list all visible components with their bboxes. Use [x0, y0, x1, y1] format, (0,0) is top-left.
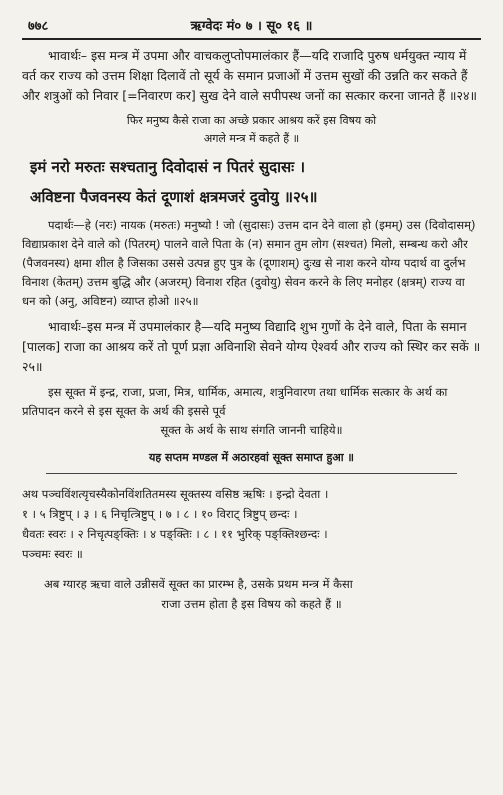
transition-line-1: फिर मनुष्य कैसे राजा का अच्छे प्रकार आश्रय करें इस विषय को: [126, 114, 377, 127]
transition-line-2: अगले मन्त्र में कहते हैं ॥: [203, 132, 300, 145]
metadata-line-4: पञ्चमः स्वरः ॥: [22, 547, 83, 561]
sukta-summary-line-2: सूक्त के अर्थ के साथ संगति जाननी चाहिये॥: [160, 423, 343, 437]
metadata-line-1: अथ पञ्चविंशत्यृचस्यैकोनविंशतितमस्य सूक्तस्य वसिष्ठ ऋषिः । इन्द्रो देवता ।: [22, 487, 329, 501]
next-sukta-intro-line-2: राजा उत्तम होता है इस विषय को कहते हैं ॥: [161, 597, 342, 611]
page-number: ७७८: [28, 19, 49, 34]
sukta-metadata: [22, 484, 481, 564]
metadata-line-3: धैवतः स्वरः । २ निचृत्पङ्क्तिः । ४ पङ्क्तिः । ८ । ११ भुरिक् पङ्क्तिश्छन्दः ।: [22, 527, 328, 541]
page-title: ऋग्वेदः मं० ७ । सू० १६ ॥: [190, 19, 313, 34]
transition-text: [22, 112, 481, 148]
bhavarth-paragraph-24: भावार्थः– इस मन्त्र में उपमा और वाचकलुप्तोपमालंकार हैं—यदि राजादि पुरुष धर्मयुक्त न्याय में वर्त कर राज्य को उत्तम शिक्षा दिलावें तो सूर्य के समान प्रजाओं में उत्तम सुखों की उन्नति कर सकते हैं और शत्रुओं को निवार [=निवारण कर] सुख देने वाले सपीपस्थ जनों का सत्कार करना जानते हैं ॥२४॥: [22, 48, 477, 103]
mantra-block: [22, 154, 481, 210]
header-rule: [22, 38, 481, 40]
sukta-closing: यह सप्तम मण्डल में अठारहवां सूक्त समाप्त हुआ ॥: [149, 451, 354, 464]
bhavarth-paragraph-25: भावार्थः–इस मन्त्र में उपमालंकार है—यदि मनुष्य विद्यादि शुभ गुणों के देने वाले, पिता के समान [पालक] राजा का आश्रय करें तो पूर्ण प्रज्ञा अविनाशि सेवने योग्य ऐश्वर्य और राज्य को स्थिर कर सकें ॥२५॥: [22, 319, 481, 374]
section-divider: [46, 473, 457, 474]
sukta-summary-line-1: इस सूक्त में इन्द्र, राजा, प्रजा, मित्र, धार्मिक, अमात्य, शत्रुनिवारण तथा धार्मिक सत्कार के अर्थ का प्रतिपादन करने से इस सूक्त के अर्थ की इससे पूर्व: [22, 385, 448, 418]
mantra-line-2: अविष्टना पैजवनस्य केतं दूणाशं क्षत्रमजरं दुवोयु ॥२५॥: [30, 188, 318, 206]
padarth-paragraph: पदार्थः—हे (नरः) नायक (मरुतः) मनुष्यो ! जो (सुदासः) उत्तम दान देने वाला हो (इमम्) उस (दिवोदासम्) विद्याप्रकाश देने वाले को (पितरम्) पालने वाले पिता के (न) समान तुम लोग (सश्चत) मिलो, सम्बन्ध करो और (पैजवनस्य) क्षमा शील है जिसका उससे उत्पन्न हुए पुत्र के (दूणाशम्) दुःख से नाश करने योग्य पदार्थ वा दुर्लभ विनाश (केतम्) उत्तम बुद्धि और (अजरम्) विनाश रहित (दुवोयु) सेवन करने के लिए मनोहर (क्षत्रम्) राज्य वा धन को (अनु, अविष्टन) व्याप्त होओ ॥२५॥: [22, 218, 476, 308]
mantra-line-1: इमं नरो मरुतः सश्चतानु दिवोदासं न पितरं सुदासः ।: [30, 158, 306, 176]
metadata-line-2: १ । ५ त्रिष्टुप् । ३ । ६ निचृत्त्रिष्टुप् । ७ । ८ । १० विराट् त्रिष्टुप् छन्दः ।: [22, 507, 298, 521]
page-header: [22, 10, 481, 38]
next-sukta-intro-line-1: अब ग्यारह ऋचा वाले उन्नीसवें सूक्त का प्रारम्भ है, उसके प्रथम मन्त्र में कैसा: [44, 577, 353, 591]
